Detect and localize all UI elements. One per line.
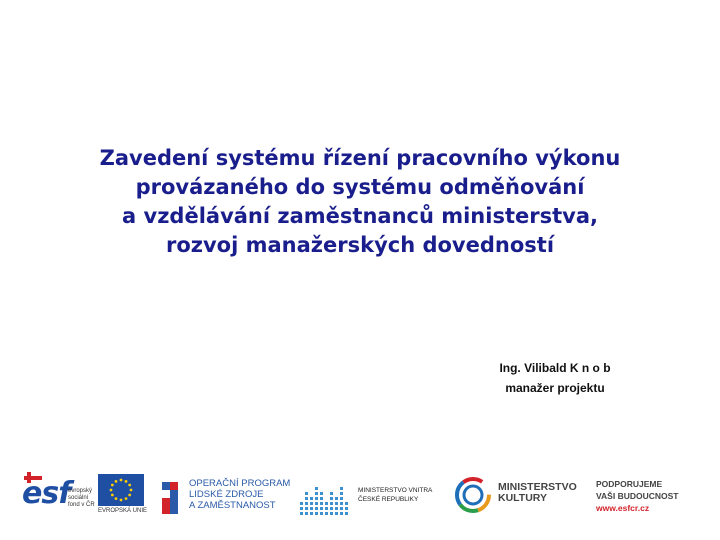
slide-title: [30, 144, 690, 260]
title-line: Zavedení systému řízení pracovního výkonu: [99, 146, 621, 170]
mv-dot-icon: [340, 497, 343, 500]
mv-dot-icon: [330, 492, 333, 495]
oplzz-line: A ZAMĚSTNANOST: [189, 500, 276, 511]
mk-text: [498, 482, 577, 504]
mv-dot-icon: [340, 512, 343, 515]
eu-star-icon: [120, 499, 123, 502]
eu-star-icon: [111, 494, 114, 497]
oplzz-text: [189, 478, 290, 511]
title-line: provázaného do systému odměňování: [135, 175, 585, 199]
slogan-line: PODPORUJEME: [596, 479, 663, 489]
mk-line: KULTURY: [498, 492, 547, 504]
eu-star-icon: [120, 479, 123, 482]
mk-line: MINISTERSTVO: [498, 481, 577, 493]
esf-caption: [68, 488, 95, 509]
mv-dot-icon: [300, 512, 303, 515]
mv-dot-icon: [315, 492, 318, 495]
oplzz-line: LIDSKÉ ZDROJE: [189, 489, 264, 500]
mv-dot-icon: [340, 487, 343, 490]
mv-dot-icon: [320, 497, 323, 500]
eu-star-icon: [111, 484, 114, 487]
mv-pattern-icon: [300, 476, 352, 516]
mv-dot-icon: [310, 507, 313, 510]
mv-dot-icon: [335, 502, 338, 505]
mv-dot-icon: [330, 512, 333, 515]
eu-star-icon: [115, 480, 118, 483]
logo-bar: [0, 466, 720, 526]
mv-dot-icon: [305, 502, 308, 505]
oplzz-figure-icon: [162, 478, 186, 518]
mv-dot-icon: [330, 507, 333, 510]
eu-star-icon: [130, 489, 133, 492]
mv-dot-icon: [305, 507, 308, 510]
mv-dot-icon: [310, 512, 313, 515]
eu-star-icon: [125, 480, 128, 483]
oplzz-line: OPERAČNÍ PROGRAM: [189, 478, 291, 489]
mv-dot-icon: [340, 507, 343, 510]
title-line: a vzdělávání zaměstnanců ministerstva,: [122, 204, 598, 228]
slogan-url: www.esfcr.cz: [596, 503, 650, 513]
eu-star-icon: [115, 497, 118, 500]
mv-dot-icon: [325, 502, 328, 505]
mv-dot-icon: [335, 497, 338, 500]
eu-star-icon: [128, 494, 131, 497]
mv-dot-icon: [300, 507, 303, 510]
mv-dot-icon: [325, 512, 328, 515]
mv-dot-icon: [345, 507, 348, 510]
mv-dot-icon: [315, 487, 318, 490]
eu-star-icon: [128, 484, 131, 487]
mv-dot-icon: [305, 492, 308, 495]
title-line: rozvoj manažerských dovedností: [165, 233, 555, 257]
mv-dot-icon: [300, 502, 303, 505]
mv-dot-icon: [305, 512, 308, 515]
author-block: [470, 358, 640, 398]
mv-dot-icon: [345, 512, 348, 515]
mv-line: ČESKÉ REPUBLIKY: [358, 496, 419, 503]
mv-dot-icon: [325, 507, 328, 510]
eu-flag-icon: [98, 474, 144, 506]
mv-dot-icon: [310, 497, 313, 500]
mv-dot-icon: [345, 502, 348, 505]
mv-dot-icon: [315, 507, 318, 510]
mv-line: MINISTERSTVO VNITRA: [358, 487, 433, 494]
esf-caption-line: evropský: [68, 488, 93, 494]
eu-star-icon: [125, 497, 128, 500]
eu-logo: [98, 474, 148, 524]
mv-dot-icon: [315, 497, 318, 500]
author-name: Ing. Vilibald K n o b: [499, 361, 611, 375]
mv-text: [358, 486, 432, 504]
mv-dot-icon: [315, 512, 318, 515]
eu-caption: EVROPSKÁ UNIE: [98, 508, 148, 514]
esf-caption-line: fond v ČR: [68, 502, 95, 508]
mv-dot-icon: [320, 512, 323, 515]
slogan-text: [596, 478, 679, 514]
mv-dot-icon: [320, 502, 323, 505]
mv-dot-icon: [330, 502, 333, 505]
author-role: manažer projektu: [505, 381, 605, 395]
mv-dot-icon: [320, 492, 323, 495]
mv-dot-icon: [340, 492, 343, 495]
mv-dot-icon: [315, 502, 318, 505]
mv-dot-icon: [310, 502, 313, 505]
mv-dot-icon: [340, 502, 343, 505]
slogan-line: VAŠI BUDOUCNOST: [596, 491, 679, 501]
esf-mark: esf: [22, 476, 71, 511]
esf-caption-line: sociální: [68, 495, 89, 501]
mv-dot-icon: [330, 497, 333, 500]
mv-dot-icon: [320, 507, 323, 510]
mv-dot-icon: [335, 512, 338, 515]
esf-logo: [0, 466, 100, 526]
mk-circle-icon: [453, 475, 493, 515]
eu-star-icon: [110, 489, 113, 492]
mv-dot-icon: [305, 497, 308, 500]
mv-dot-icon: [335, 507, 338, 510]
